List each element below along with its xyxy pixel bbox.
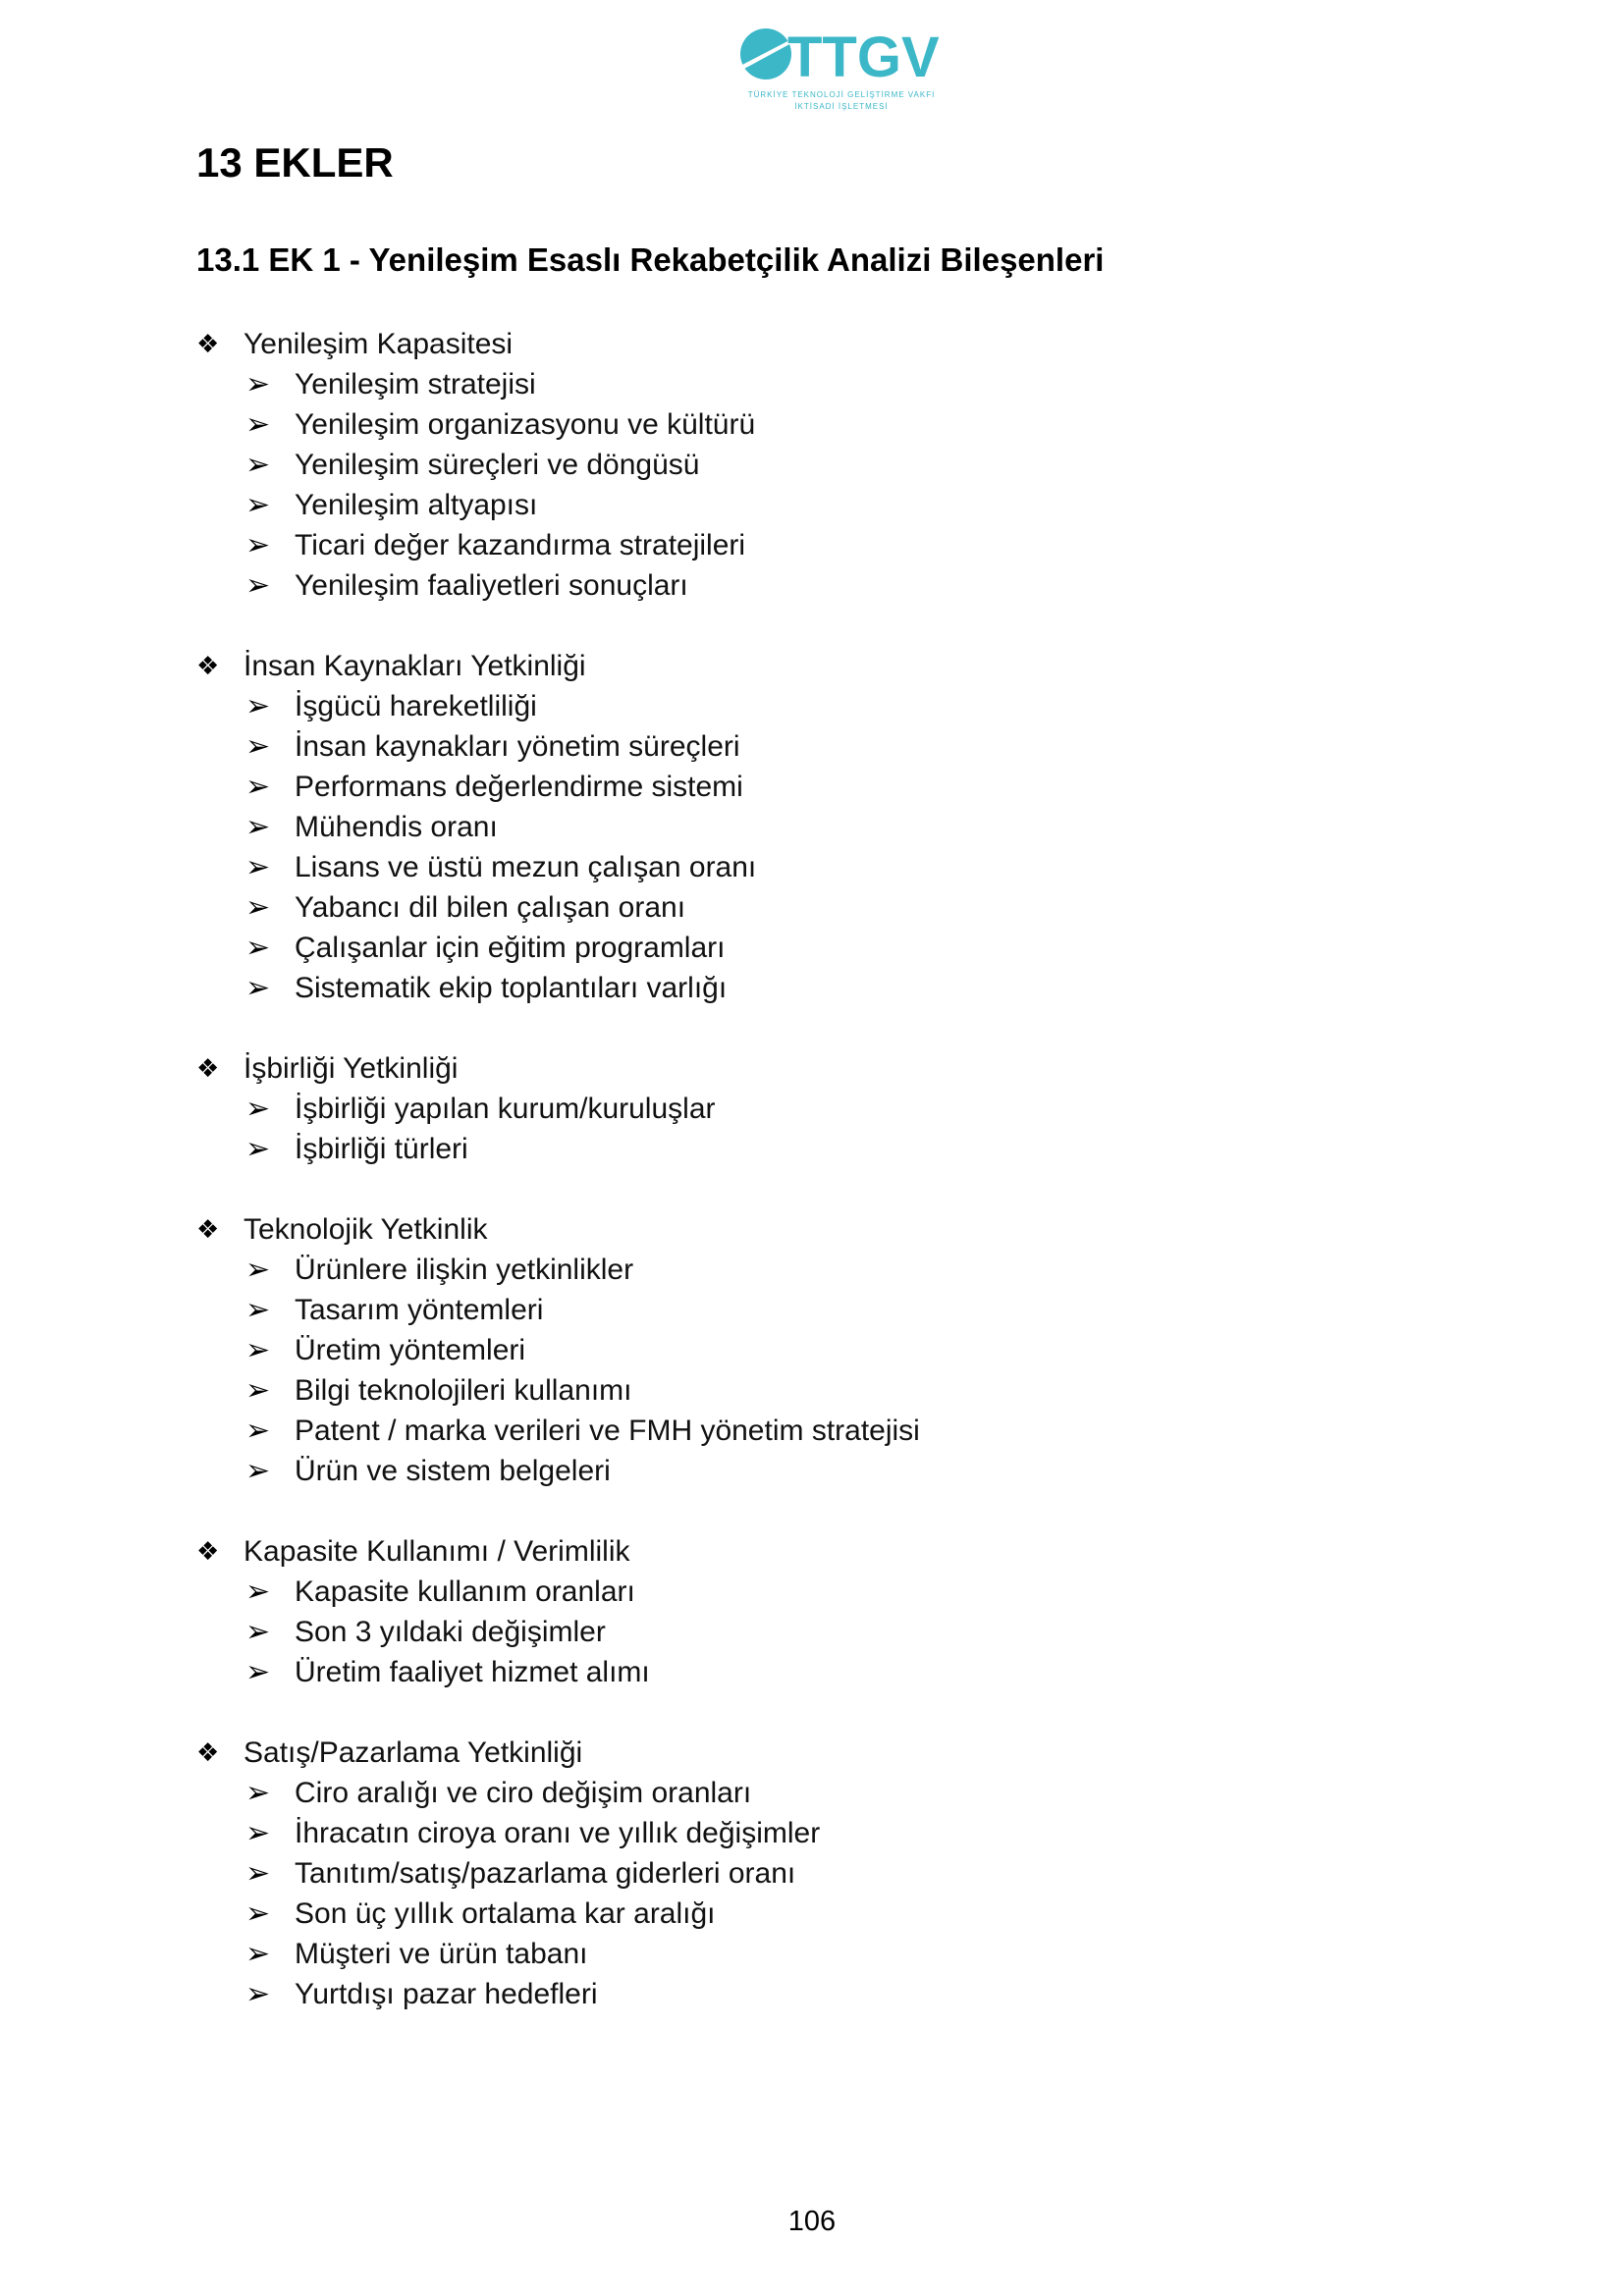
list-item-text: Müşteri ve ürün tabanı [295, 1937, 588, 1970]
list-item-text: Üretim yöntemleri [295, 1333, 526, 1366]
arrow-bullet-icon: ➢ [245, 1575, 271, 1608]
list-item [196, 928, 1473, 968]
arrow-bullet-icon: ➢ [245, 408, 271, 441]
list-item-text: İnsan kaynakları yönetim süreçleri [295, 729, 740, 763]
list-item [196, 1250, 1473, 1290]
diamond-bullet-icon: ❖ [196, 1053, 220, 1083]
list-item-text: Performans değerlendirme sistemi [295, 770, 743, 803]
section-title [196, 1531, 1473, 1572]
list-item [196, 1370, 1473, 1411]
section-title-text: Yenileşim Kapasitesi [244, 327, 514, 360]
list-item [196, 847, 1473, 887]
list-item [196, 1934, 1473, 1974]
arrow-bullet-icon: ➢ [245, 529, 271, 561]
list-item-text: Son 3 yıldaki değişimler [295, 1615, 606, 1648]
list-item-text: İşbirliği türleri [295, 1132, 468, 1165]
ttgv-logo [738, 20, 945, 118]
arrow-bullet-icon: ➢ [245, 1817, 271, 1849]
list-item-text: Yurtdışı pazar hedefleri [295, 1977, 598, 2010]
list-item [196, 887, 1473, 928]
arrow-bullet-icon: ➢ [245, 1254, 271, 1286]
ttgv-logo-mark [738, 20, 945, 88]
arrow-bullet-icon: ➢ [245, 1656, 271, 1688]
diamond-bullet-icon: ❖ [196, 651, 220, 680]
section-title [196, 1209, 1473, 1250]
arrow-bullet-icon: ➢ [245, 1455, 271, 1487]
list-item-text: İhracatın ciroya oranı ve yıllık değişimler [295, 1816, 821, 1849]
list-item-text: Tasarım yöntemleri [295, 1293, 544, 1326]
list-section [196, 1209, 1473, 1491]
list-item [196, 1129, 1473, 1169]
list-item [196, 726, 1473, 767]
list-item-text: Ürünlere ilişkin yetkinlikler [295, 1253, 634, 1286]
list-item-text: Ürün ve sistem belgeleri [295, 1454, 611, 1487]
arrow-bullet-icon: ➢ [245, 569, 271, 602]
arrow-bullet-icon: ➢ [245, 1978, 271, 2010]
section-title-text: Satış/Pazarlama Yetkinliği [244, 1735, 583, 1769]
list-item-text: İşgücü hareketliliği [295, 689, 537, 722]
list-item-text: Yenileşim organizasyonu ve kültürü [295, 407, 756, 441]
diamond-bullet-icon: ❖ [196, 1536, 220, 1566]
arrow-bullet-icon: ➢ [245, 811, 271, 843]
list-item-text: Ciro aralığı ve ciro değişim oranları [295, 1776, 752, 1809]
arrow-bullet-icon: ➢ [245, 891, 271, 924]
list-item [196, 1612, 1473, 1652]
section-title [196, 1733, 1473, 1773]
arrow-bullet-icon: ➢ [245, 489, 271, 521]
list-item [196, 1330, 1473, 1370]
arrow-bullet-icon: ➢ [245, 771, 271, 803]
arrow-bullet-icon: ➢ [245, 1133, 271, 1165]
list-section [196, 1531, 1473, 1692]
arrow-bullet-icon: ➢ [245, 368, 271, 400]
arrow-bullet-icon: ➢ [245, 1294, 271, 1326]
diamond-bullet-icon: ❖ [196, 329, 220, 358]
logo-tagline-line1: TÜRKİYE TEKNOLOJİ GELİŞTİRME VAKFI [747, 90, 936, 99]
list-item-text: Bilgi teknolojileri kullanımı [295, 1373, 632, 1407]
list-item [196, 565, 1473, 606]
diamond-bullet-icon: ❖ [196, 1214, 220, 1244]
list-item [196, 807, 1473, 847]
list-item [196, 1813, 1473, 1853]
section-title [196, 324, 1473, 364]
section-title-text: Teknolojik Yetkinlik [244, 1212, 488, 1246]
section-title-text: İşbirliği Yetkinliği [244, 1051, 459, 1085]
arrow-bullet-icon: ➢ [245, 1897, 271, 1930]
list-item [196, 968, 1473, 1008]
list-item [196, 1773, 1473, 1813]
list-item [196, 1894, 1473, 1934]
arrow-bullet-icon: ➢ [245, 1777, 271, 1809]
list-item-text: İşbirliği yapılan kurum/kuruluşlar [295, 1092, 716, 1125]
list-item [196, 767, 1473, 807]
arrow-bullet-icon: ➢ [245, 851, 271, 883]
list-item [196, 1089, 1473, 1129]
list-item-text: Tanıtım/satış/pazarlama giderleri oranı [295, 1856, 796, 1890]
list-item-text: Lisans ve üstü mezun çalışan oranı [295, 850, 757, 883]
section-title [196, 646, 1473, 686]
list-item-text: Kapasite kullanım oranları [295, 1575, 635, 1608]
bullet-list [196, 324, 1473, 2055]
list-item [196, 1652, 1473, 1692]
section-title-text: Kapasite Kullanımı / Verimlilik [244, 1534, 630, 1568]
diamond-bullet-icon: ❖ [196, 1737, 220, 1767]
arrow-bullet-icon: ➢ [245, 730, 271, 763]
list-item [196, 1451, 1473, 1491]
list-item [196, 525, 1473, 565]
list-item-text: Patent / marka verileri ve FMH yönetim stratejisi [295, 1414, 920, 1447]
list-item [196, 445, 1473, 485]
list-item-text: Çalışanlar için eğitim programları [295, 931, 726, 964]
list-item-text: Yenileşim faaliyetleri sonuçları [295, 568, 688, 602]
arrow-bullet-icon: ➢ [245, 1857, 271, 1890]
arrow-bullet-icon: ➢ [245, 1938, 271, 1970]
list-item [196, 364, 1473, 404]
arrow-bullet-icon: ➢ [245, 932, 271, 964]
page-number: 106 [787, 2206, 837, 2237]
section-title-text: İnsan Kaynakları Yetkinliği [244, 649, 586, 682]
section-heading: 13.1 EK 1 - Yenileşim Esaslı Rekabetçilik Analizi Bileşenleri [196, 241, 1105, 278]
list-item-text: Yenileşim altyapısı [295, 488, 538, 521]
logo-tagline-line2: İKTİSADİ İŞLETMESİ [794, 102, 889, 111]
list-item-text: Yenileşim süreçleri ve döngüsü [295, 448, 700, 481]
arrow-bullet-icon: ➢ [245, 1093, 271, 1125]
list-item-text: Üretim faaliyet hizmet alımı [295, 1655, 650, 1688]
list-item-text: Mühendis oranı [295, 810, 498, 843]
list-section [196, 646, 1473, 1008]
list-item [196, 404, 1473, 445]
chapter-heading: 13 EKLER [196, 139, 394, 186]
list-item [196, 485, 1473, 525]
arrow-bullet-icon: ➢ [245, 690, 271, 722]
list-item [196, 1572, 1473, 1612]
arrow-bullet-icon: ➢ [245, 1334, 271, 1366]
list-item [196, 1974, 1473, 2014]
list-item-text: Sistematik ekip toplantıları varlığı [295, 971, 728, 1004]
section-title [196, 1048, 1473, 1089]
arrow-bullet-icon: ➢ [245, 1616, 271, 1648]
list-item [196, 1290, 1473, 1330]
logo-wordmark: TTGV [787, 26, 940, 88]
arrow-bullet-icon: ➢ [245, 972, 271, 1004]
arrow-bullet-icon: ➢ [245, 1374, 271, 1407]
list-section [196, 324, 1473, 606]
arrow-bullet-icon: ➢ [245, 1415, 271, 1447]
list-item [196, 1853, 1473, 1894]
list-item-text: Yabancı dil bilen çalışan oranı [295, 890, 686, 924]
list-section [196, 1048, 1473, 1169]
list-section [196, 1733, 1473, 2014]
list-item-text: Son üç yıllık ortalama kar aralığı [295, 1896, 716, 1930]
list-item [196, 686, 1473, 726]
list-item-text: Yenileşim stratejisi [295, 367, 536, 400]
list-item-text: Ticari değer kazandırma stratejileri [295, 528, 746, 561]
list-item [196, 1411, 1473, 1451]
arrow-bullet-icon: ➢ [245, 449, 271, 481]
